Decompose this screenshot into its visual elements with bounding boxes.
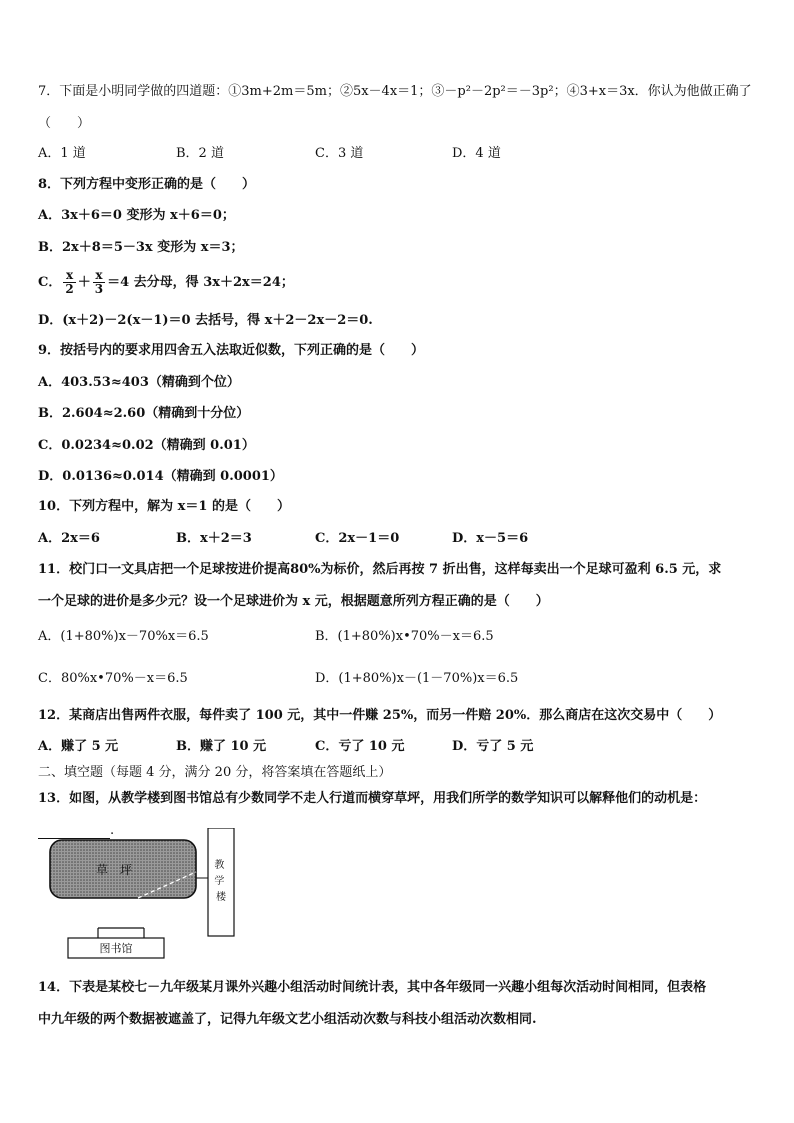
plus-sign: ＋ bbox=[77, 275, 91, 290]
section-title: 二、填空题（每题 4 分，满分 20 分，将答案填在答题纸上） bbox=[38, 765, 392, 780]
q11-stem-line1: 11．校门口一文具店把一个足球按进价提高80%为标价，然后再按 7 折出售，这样每卖出一个足球可盈利 6.5 元，求 bbox=[38, 562, 722, 577]
q8-option-c-rest: ＝4 去分母，得 3x＋2x＝24； bbox=[107, 275, 294, 290]
q14-stem-line2: 中九年级的两个数据被遮盖了，记得九年级文艺小组活动次数与科技小组活动次数相同. bbox=[38, 1012, 537, 1027]
q10-option-b: B．x＋2＝3 bbox=[176, 531, 252, 546]
q8-stem: 8．下列方程中变形正确的是（ ） bbox=[38, 177, 256, 192]
fraction-x-over-3 bbox=[93, 269, 105, 296]
q8-option-c bbox=[38, 266, 294, 300]
lawn-label: 草 坪 bbox=[96, 863, 133, 877]
fraction-numerator: x bbox=[63, 269, 75, 283]
q7-stem-cont: （ ） bbox=[38, 116, 91, 131]
q10-option-d: D．x－5＝6 bbox=[452, 531, 529, 546]
q9-option-a: A．403.53≈403（精确到个位） bbox=[38, 375, 240, 390]
q9-option-c: C．0.0234≈0.02（精确到 0.01） bbox=[38, 438, 255, 453]
q10-stem: 10．下列方程中，解为 x＝1 的是（ ） bbox=[38, 499, 290, 514]
q7-stem: 7．下面是小明同学做的四道题：①3m+2m＝5m；②5x－4x＝1；③－p²－2p²＝－3p²；④3+x＝3x．你认为他做正确了 bbox=[38, 84, 752, 99]
q12-option-a: A．赚了 5 元 bbox=[38, 739, 119, 754]
q12-stem: 12．某商店出售两件衣服，每件卖了 100 元，其中一件赚 25%，而另一件赔 20%．那么商店在这次交易中（ ） bbox=[38, 708, 722, 723]
fraction-numerator: x bbox=[93, 269, 105, 283]
q7-option-c: C．3 道 bbox=[315, 146, 364, 161]
q11-stem-line2: 一个足球的进价是多少元？设一个足球进价为 x 元，根据题意所列方程正确的是（ ） bbox=[38, 594, 549, 609]
building-label-char-3: 楼 bbox=[216, 892, 226, 903]
q8-option-d: D．(x＋2)－2(x－1)＝0 去括号，得 x＋2－2x－2＝0. bbox=[38, 313, 373, 328]
q10-option-a: A．2x＝6 bbox=[38, 531, 100, 546]
q10-option-c: C．2x－1＝0 bbox=[315, 531, 400, 546]
fraction-denominator: 3 bbox=[94, 282, 104, 296]
q12-option-c: C．亏了 10 元 bbox=[315, 739, 405, 754]
q11-option-b: B．(1+80%)x•70%－x＝6.5 bbox=[315, 629, 494, 644]
q9-option-d: D．0.0136≈0.014（精确到 0.0001） bbox=[38, 469, 283, 484]
building-label-char-2: 学 bbox=[214, 876, 225, 887]
q14-stem-line1: 14．下表是某校七－九年级某月课外兴趣小组活动时间统计表，其中各年级同一兴趣小组每次活动时间相同，但表格 bbox=[38, 980, 707, 995]
q12-option-b: B．赚了 10 元 bbox=[176, 739, 267, 754]
fraction-denominator: 2 bbox=[65, 282, 74, 296]
q8-option-c-label: C． bbox=[38, 275, 62, 290]
q9-stem: 9．按括号内的要求用四舍五入法取近似数，下列正确的是（ ） bbox=[38, 343, 425, 358]
q7-option-d: D．4 道 bbox=[452, 146, 501, 161]
q8-option-a: A．3x＋6＝0 变形为 x＋6＝0； bbox=[38, 208, 235, 223]
building-label bbox=[214, 858, 227, 903]
q11-option-a: A．(1+80%)x－70%x＝6.5 bbox=[38, 629, 209, 644]
q8-option-b: B．2x＋8＝5－3x 变形为 x＝3； bbox=[38, 240, 244, 255]
q7-option-a: A．1 道 bbox=[38, 146, 86, 161]
library-label: 图书馆 bbox=[99, 942, 133, 955]
q11-option-d: D．(1+80%)x－(1－70%)x＝6.5 bbox=[315, 671, 519, 686]
q11-option-c: C．80%x•70%－x＝6.5 bbox=[38, 671, 188, 686]
q9-option-b: B．2.604≈2.60（精确到十分位） bbox=[38, 406, 250, 421]
q13-period: . bbox=[110, 823, 115, 838]
q7-option-b: B．2 道 bbox=[176, 146, 224, 161]
q12-option-d: D．亏了 5 元 bbox=[452, 739, 534, 754]
fraction-x-over-2 bbox=[63, 269, 75, 296]
building-label-char-1: 教 bbox=[214, 860, 225, 871]
q13-stem: 13．如图，从教学楼到图书馆总有少数同学不走人行道而横穿草坪，用我们所学的数学知识可以解释他们的动机是： bbox=[38, 791, 707, 806]
campus-diagram bbox=[44, 828, 244, 968]
